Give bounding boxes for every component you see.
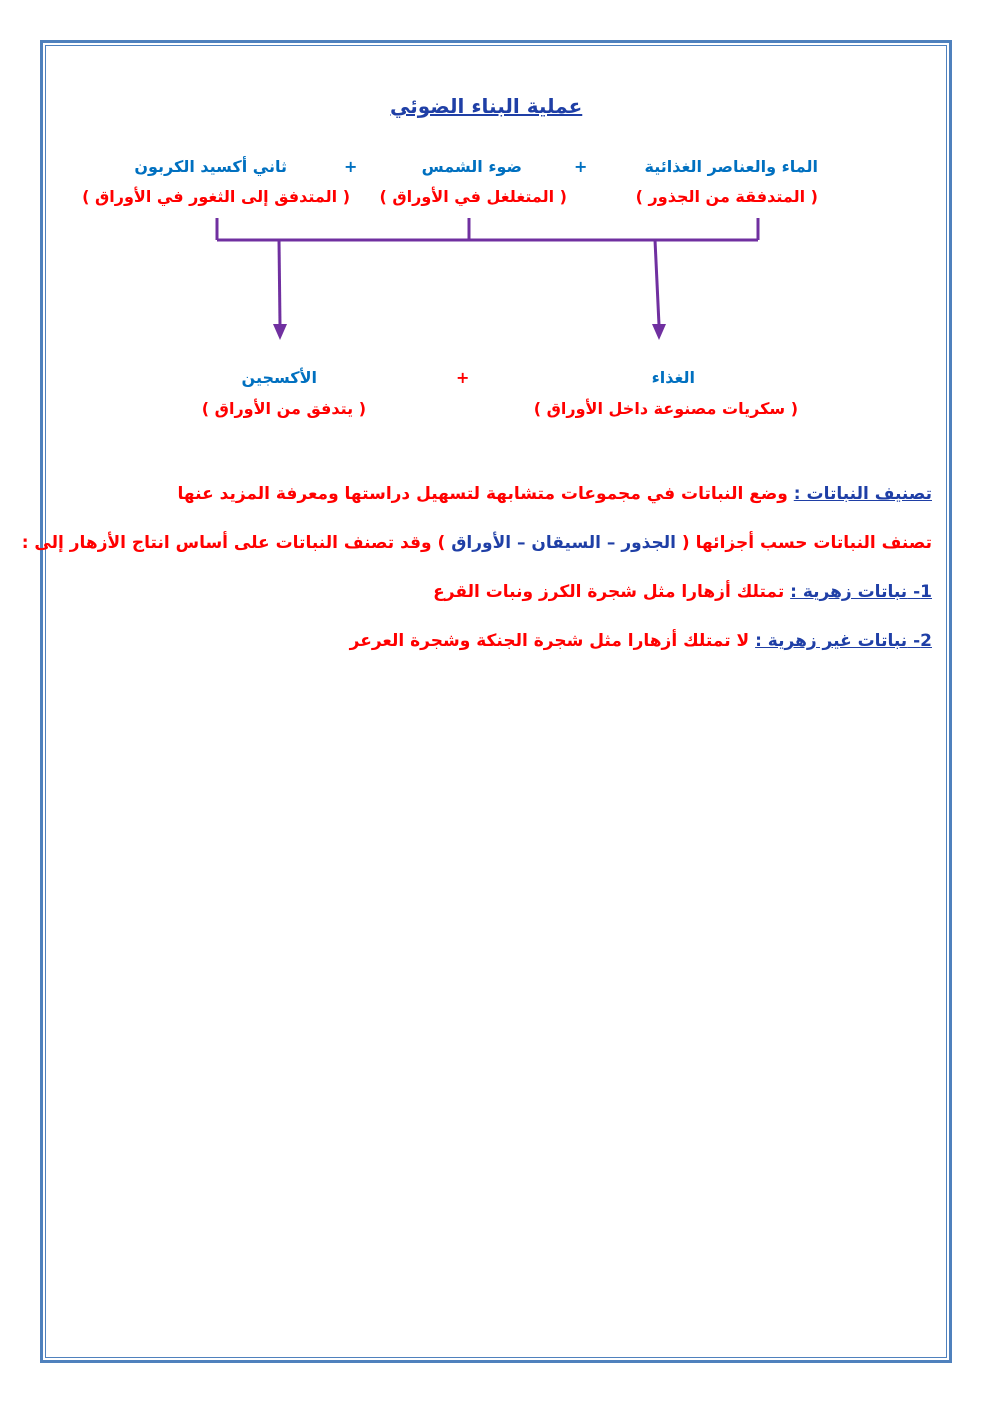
output-oxygen-note: ( يتدفق من الأوراق )	[201, 399, 366, 418]
type-number-1: 1-	[907, 582, 932, 602]
output-food-label: الغذاء	[651, 368, 695, 387]
type-desc-2: لا تمتلك أزهارا مثل شجرة الجنكة وشجرة العرعر	[349, 631, 756, 651]
output-food-note: ( سكريات مصنوعة داخل الأوراق )	[533, 399, 798, 418]
input-sunlight-label: ضوء الشمس	[421, 157, 522, 176]
type-term-2: نباتات غير زهرية :	[755, 631, 908, 651]
arrow-oxygen-shaft	[279, 240, 280, 325]
list-item	[433, 582, 932, 602]
process-diagram	[0, 0, 992, 420]
plus-sign-1: +	[574, 157, 588, 176]
basis-text-end: ) وقد تصنف النباتات على أساس انتاج الأزهار إلى :	[21, 533, 452, 553]
classification-term: تصنيف النباتات :	[793, 484, 932, 504]
page-title: عملية البناء الضوئي	[390, 94, 583, 118]
plus-sign-3: +	[456, 368, 470, 387]
plus-sign-2: +	[344, 157, 358, 176]
input-co2-label: ثاني أكسيد الكربون	[134, 157, 287, 176]
basis-text: تصنف النباتات حسب أجزائها (	[675, 533, 932, 553]
output-oxygen-label: الأكسجين	[241, 368, 317, 387]
classification-definition	[178, 484, 932, 504]
input-water-label: الماء والعناصر الغذائية	[644, 157, 818, 176]
type-number-2: 2-	[907, 631, 932, 651]
plant-parts: الجذور – السيقان – الأوراق	[451, 533, 676, 553]
type-term-1: نباتات زهرية :	[790, 582, 908, 602]
input-co2-note: ( المتدفق إلى الثغور في الأوراق )	[82, 187, 350, 206]
arrow-oxygen-head	[273, 324, 287, 340]
list-item	[350, 631, 932, 651]
arrow-food-head	[652, 324, 666, 340]
arrow-food-shaft	[655, 240, 659, 325]
input-water-note: ( المتدفقة من الجذور )	[635, 187, 818, 206]
classification-definition-text: وضع النباتات في مجموعات متشابهة لتسهيل دراستها ومعرفة المزيد عنها	[177, 484, 794, 504]
input-sunlight-note: ( المتغلغل في الأوراق )	[379, 187, 567, 206]
type-desc-1: تمتلك أزهارا مثل شجرة الكرز ونبات القرع	[433, 582, 791, 602]
classification-basis	[22, 533, 932, 553]
